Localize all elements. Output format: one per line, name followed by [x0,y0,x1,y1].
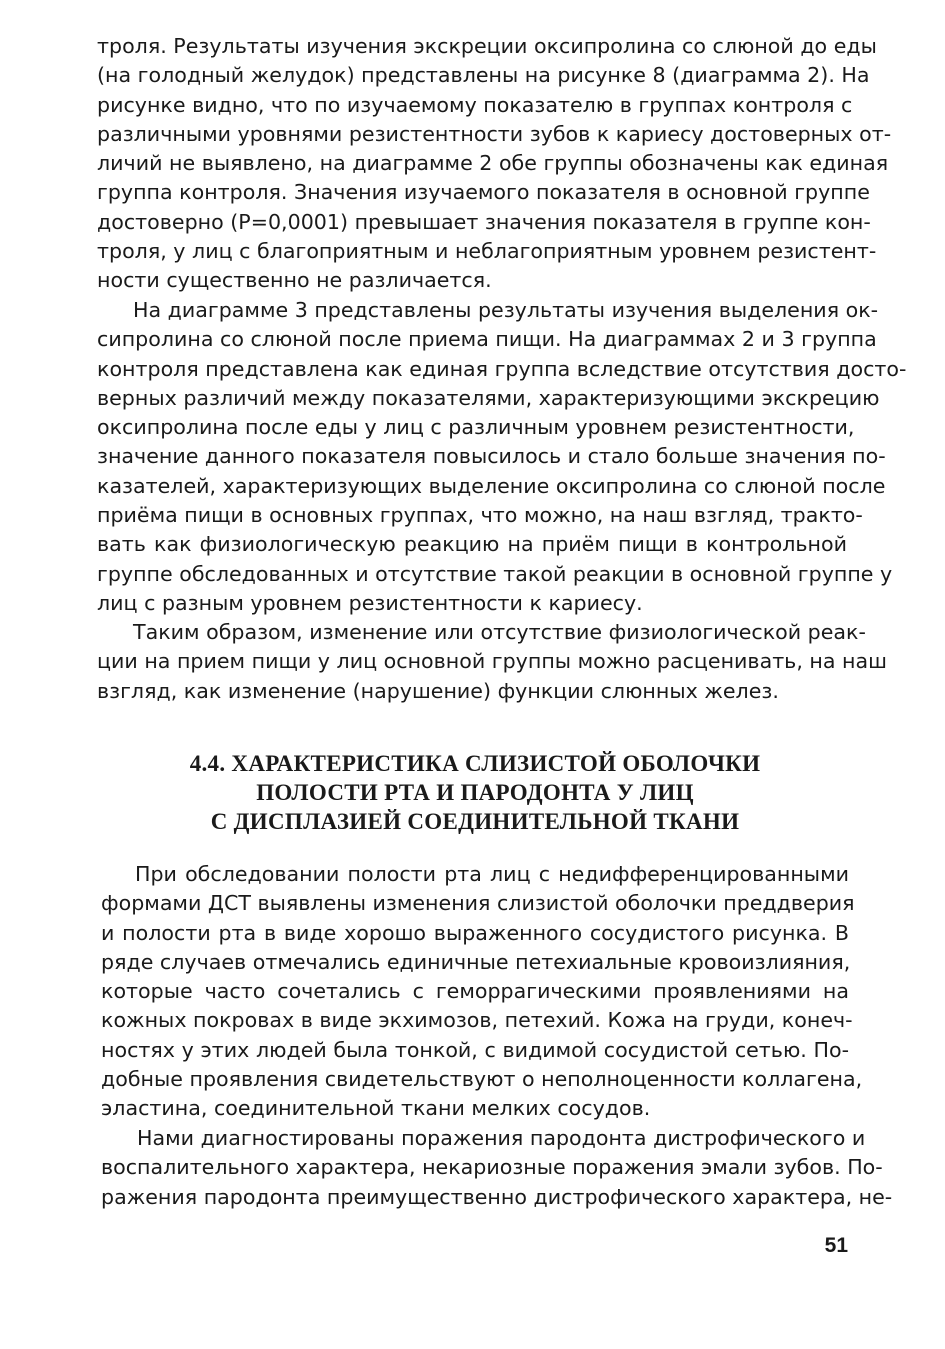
text-line: троля. Результаты изучения экскреции оксипролина со слюной до еды [97,34,877,58]
text-line: значение данного показателя повысилось и стало больше значения по- [97,444,886,469]
text-line: ции на прием пищи у лиц основной группы можно расценивать, на наш [97,649,887,674]
text-line: группа контроля. Значения изучаемого показателя в основной группе [97,180,870,205]
text-line: ряде случаев отмечались единичные петехиальные кровоизлияния, [101,949,851,974]
paragraph [101,1124,893,1212]
text-line: ражения пародонта преимущественно дистрофического характера, не- [101,1184,893,1209]
text-line: контроля представлена как единая группа вследствие отсутствия досто- [97,356,907,381]
text-line: оксипролина после еды у лиц с различным уровнем резистентности, [97,415,855,440]
paragraph [97,32,892,296]
section-heading [100,749,850,836]
text-line: Таким образом, изменение или отсутствие физиологической реак- [133,620,866,644]
text-line: сипролина со слюной после приема пищи. На диаграммах 2 и 3 группа [97,327,877,352]
paragraph [97,618,887,706]
text-line: казателей, характеризующих выделение оксипролина со слюной после [97,473,886,498]
text-line: (на голодный желудок) представлены на рисунке 8 (диаграмма 2). На [97,63,870,88]
text-line: группе обследованных и отсутствие такой реакции в основной группе у [97,561,893,586]
text-line: рисунке видно, что по изучаемому показателю в группах контроля с [97,92,853,117]
text-line: различными уровнями резистентности зубов к кариесу достоверных от- [97,121,892,146]
text-line: верных различий между показателями, характеризующими экскрецию [97,385,880,410]
text-line: взгляд, как изменение (нарушение) функции слюнных желез. [97,678,779,703]
text-line: лиц с разным уровнем резистентности к кариесу. [97,590,643,615]
text-line: ности существенно не различается. [97,268,492,293]
text-line: личий не выявлено, на диаграмме 2 обе группы обозначены как единая [97,151,889,176]
heading-line: ПОЛОСТИ РТА И ПАРОДОНТА У ЛИЦ [256,780,694,805]
text-line: приёма пищи в основных группах, что можно, на наш взгляд, тракто- [97,503,863,528]
text-line: ностях у этих людей была тонкой, с видимой сосудистой сетью. По- [101,1037,849,1062]
paragraph [101,860,863,1124]
text-line: вать как физиологическую реакцию на приём пищи в контрольной [97,532,847,557]
text-line: которые часто сочетались с геморрагическими проявлениями на [101,979,849,1004]
page-number: 51 [824,1234,848,1257]
heading-line: С ДИСПЛАЗИЕЙ СОЕДИНИТЕЛЬНОЙ ТКАНИ [210,809,740,834]
text-line: добные проявления свидетельствуют о неполноценности коллагена, [101,1067,863,1092]
text-line: Нами диагностированы поражения пародонта дистрофического и [137,1126,866,1150]
heading-line: 4.4. ХАРАКТЕРИСТИКА СЛИЗИСТОЙ ОБОЛОЧКИ [189,751,761,776]
text-line: воспалительного характера, некариозные поражения эмали зубов. По- [101,1155,883,1180]
text-line: и полости рта в виде хорошо выраженного сосудистого рисунка. В [101,920,849,945]
text-line: На диаграмме 3 представлены результаты изучения выделения ок- [133,298,879,322]
text-line: эластина, соединительной ткани мелких сосудов. [101,1096,651,1121]
text-line: троля, у лиц с благоприятным и неблагоприятным уровнем резистент- [97,239,877,264]
text-line: кожных покровах в виде экхимозов, петехий. Кожа на груди, конеч- [101,1008,853,1033]
text-line: достоверно (P=0,0001) превышает значения показателя в группе кон- [97,209,871,234]
text-line: формами ДСТ выявлены изменения слизистой оболочки преддверия [101,891,855,916]
text-line: При обследовании полости рта лиц с недифференцированными [135,862,849,886]
paragraph [97,296,907,618]
